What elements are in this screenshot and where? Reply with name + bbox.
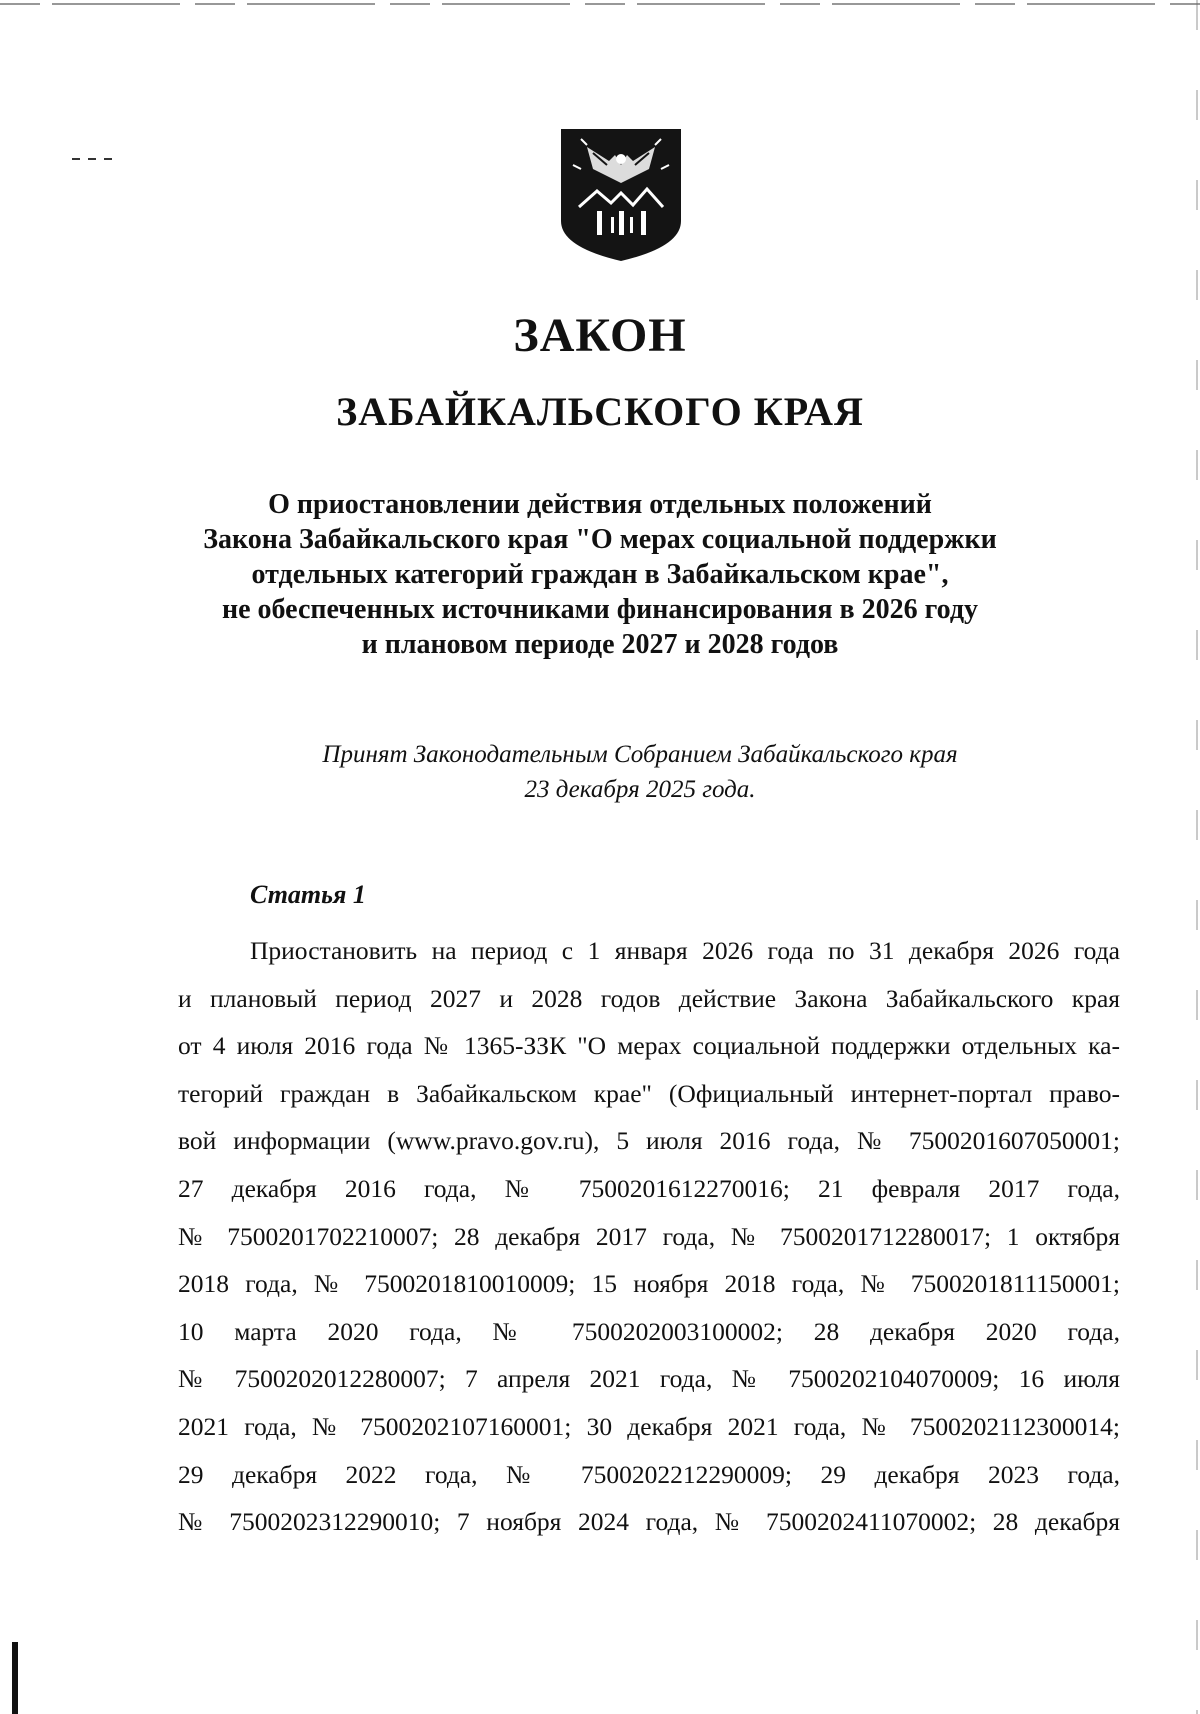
scan-artifact-top [0, 3, 1200, 5]
scan-artifact-right [1196, 0, 1198, 1714]
heading-line: и плановом периоде 2027 и 2028 годов [361, 629, 839, 660]
adoption-line: 23 декабря 2025 года. [524, 776, 756, 803]
article-body [178, 927, 1120, 1546]
body-line: тегорий граждан в Забайкальском крае" (Официальный интернет-портал право- [178, 1078, 1120, 1108]
body-line: 27 декабря 2016 года, № 7500201612270016; 21 февраля 2017 года, [178, 1173, 1120, 1203]
body-line: № 7500202312290010; 7 ноября 2024 года, № 7500202411070002; 28 декабря [178, 1507, 1120, 1537]
body-line: 29 декабря 2022 года, № 7500202212290009; 29 декабря 2023 года, [178, 1459, 1120, 1489]
body-line: от 4 июля 2016 года № 1365-ЗЗК "О мерах социальной поддержки отдельных ка- [178, 1031, 1120, 1061]
heading-line: отдельных категорий граждан в Забайкальском крае", [251, 559, 949, 590]
document-title: ЗАКОН [513, 309, 687, 362]
coat-of-arms-icon [557, 125, 685, 265]
body-line: № 7500202012280007; 7 апреля 2021 года, № 7500202104070009; 16 июля [178, 1364, 1120, 1394]
body-line: № 7500201702210007; 28 декабря 2017 года, № 7500201712280017; 1 октября [178, 1221, 1120, 1251]
law-heading [120, 487, 1080, 662]
heading-line: О приостановлении действия отдельных положений [268, 489, 932, 520]
heading-line: Закона Забайкальского края "О мерах социальной поддержки [203, 524, 997, 555]
body-line: 10 марта 2020 года, № 7500202003100002; 28 декабря 2020 года, [178, 1316, 1120, 1346]
body-line: вой информации (www.pravo.gov.ru), 5 июля 2016 года, № 7500201607050001; [178, 1126, 1120, 1156]
article-title: Статья 1 [250, 880, 366, 909]
body-line: 2018 года, № 7500201810010009; 15 ноября 2018 года, № 7500201811150001; [178, 1269, 1120, 1299]
scan-artifact-bottom [12, 1642, 18, 1714]
body-line: и плановый период 2027 и 2028 годов действие Закона Забайкальского края [178, 983, 1120, 1013]
body-line: 2021 года, № 7500202107160001; 30 декабря 2021 года, № 7500202112300014; [178, 1411, 1120, 1441]
document-subtitle: ЗАБАЙКАЛЬСКОГО КРАЯ [336, 389, 864, 434]
scan-artifact-left [72, 158, 112, 160]
heading-line: не обеспеченных источниками финансирования в 2026 году [221, 594, 979, 625]
adoption-line: Принят Законодательным Собранием Забайкальского края [322, 741, 958, 768]
body-line: Приостановить на период с 1 января 2026 года по 31 декабря 2026 года [250, 936, 1120, 965]
adoption-note [220, 737, 1060, 807]
